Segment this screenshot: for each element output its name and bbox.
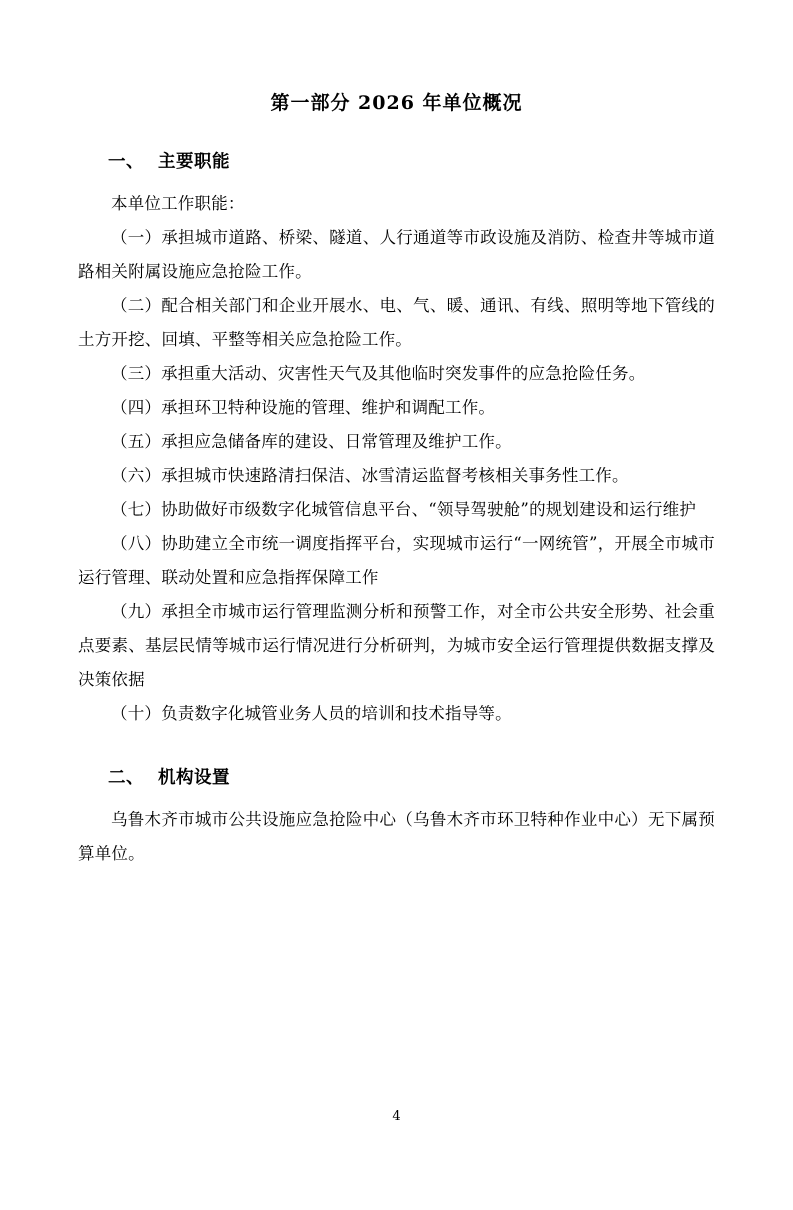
paragraph: （八）协助建立全市统一调度指挥平台，实现城市运行“一网统管”，开展全市城市运行管理、联动处置和应急指挥保障工作: [78, 534, 715, 587]
paragraph: 乌鲁木齐市城市公共设施应急抢险中心（乌鲁木齐市环卫特种作业中心）无下属预算单位。: [78, 810, 715, 863]
section-heading-1: [78, 148, 715, 173]
section-main-functions: [78, 148, 715, 731]
section-2-paragraphs: [78, 803, 715, 871]
paragraph: （四）承担环卫特种设施的管理、维护和调配工作。: [111, 398, 496, 417]
page-number: 4: [392, 1109, 401, 1124]
section-organization: [78, 764, 715, 871]
paragraph: （十）负责数字化城管业务人员的培训和技术指导等。: [111, 704, 512, 723]
section-heading-1-number: 一、: [108, 152, 144, 172]
paragraph: （三）承担重大活动、灾害性天气及其他临时突发事件的应急抢险任务。: [111, 364, 646, 383]
paragraph: （六）承担城市快速路清扫保洁、冰雪清运监督考核相关事务性工作。: [111, 466, 629, 485]
paragraph: 本单位工作职能：: [111, 194, 245, 213]
paragraph: （七）协助做好市级数字化城管信息平台、“领导驾驶舱”的规划建设和运行维护: [111, 500, 697, 519]
section-heading-2: [78, 764, 715, 789]
paragraph: （五）承担应急储备库的建设、日常管理及维护工作。: [111, 432, 512, 451]
section-heading-2-text: 机构设置: [158, 768, 230, 788]
paragraph: （一）承担城市道路、桥梁、隧道、人行通道等市政设施及消防、检查井等城市道路相关附属设施应急抢险工作。: [78, 228, 715, 281]
paragraph: （二）配合相关部门和企业开展水、电、气、暖、通讯、有线、照明等地下管线的土方开挖、回填、平整等相关应急抢险工作。: [78, 296, 715, 349]
page-title: 第一部分 2026 年单位概况: [270, 92, 523, 114]
section-1-paragraphs: [78, 187, 715, 731]
document-page: [0, 88, 793, 1210]
section-heading-1-text: 主要职能: [158, 152, 230, 172]
paragraph: （九）承担全市城市运行管理监测分析和预警工作，对全市公共安全形势、社会重点要素、基层民情等城市运行情况进行分析研判，为城市安全运行管理提供数据支撑及决策依据: [78, 602, 715, 689]
section-heading-2-number: 二、: [108, 768, 144, 788]
